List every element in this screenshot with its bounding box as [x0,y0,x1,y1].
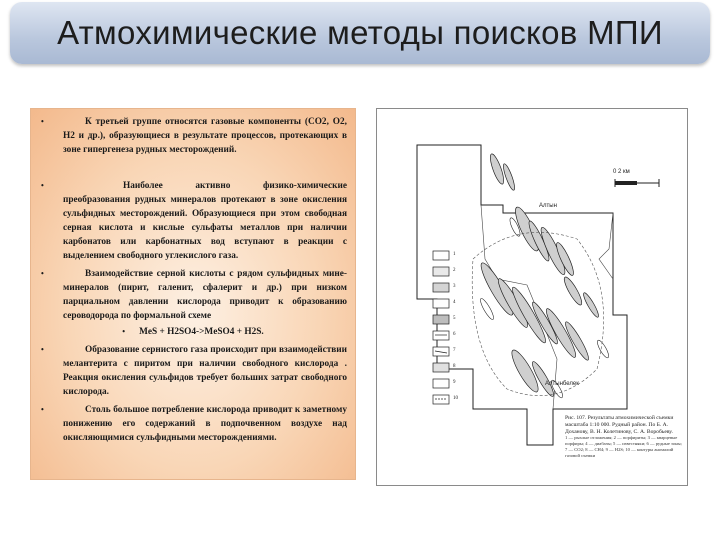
figure-caption-description: 1 — рыхлые отложения; 2 — порфириты; 3 — кварцевые порфиры; 4 — диабазы; 5 — известняки; 6 — рудные зоны; 7 — СО2; 8 — СН4; 9 — Н2S; 10 — контуры аномалий газовой съемки [565,435,682,458]
legend-number: 6 [453,332,456,337]
title-bar [10,2,710,64]
map-legend [433,251,449,404]
bullet-icon: • [41,405,44,414]
bullet-item-1 [39,115,347,157]
bullet-text-1: К третьей группе относятся газовые компоненты (СО2, О2, Н2 и др.), образующиеся в результате процессов, протекающих в зоне гипергенеза рудных месторождений. [63,117,347,155]
bullet-icon: • [41,181,44,190]
text-panel [30,108,356,480]
legend-number: 5 [453,316,456,321]
bullet-text-5: Образование сернистого газа происходит при взаимодействии мелантерита с пиритом при наличии свободного кислорода . Реакция окисления сульфидов требует больших затрат свободного кислорода. [63,345,347,397]
legend-number: 3 [453,284,456,289]
legend-number: 1 [453,252,456,257]
legend-number: 9 [453,380,456,385]
bullet-item-2 [39,179,347,263]
bullet-item-3 [39,267,347,323]
bullet-icon: • [41,117,44,126]
scale-bar [615,179,659,187]
bullet-icon: • [122,327,126,336]
bullet-icon: • [41,345,44,354]
formula-line [39,325,347,339]
legend-number: 8 [453,364,456,369]
legend-number: 10 [453,396,458,401]
bullet-item-5 [39,343,347,399]
legend-number: 7 [453,348,456,353]
geochemical-map-figure [376,108,688,486]
figure-caption: Рис. 107. Результаты атмохимической съемки масштаба 1:10 000. Рудный район. По Б. А. Доханову, В. Н. Колетинову, С. А. Воробьеву. [565,415,674,436]
place-label-1: Алтын [539,203,557,209]
bullet-item-6 [39,403,347,445]
scale-label: 0 2 км [613,169,630,175]
bullet-text-6: Столь большое потребление кислорода приводит к заметному понижению его содержаний в подпочвенном воздухе над окисляющимися сульфидными месторождениями. [63,405,347,443]
place-label-2: Алтынбелек [545,381,579,387]
formula-text: MeS + H2SO4->MeSO4 + H2S. [139,327,264,337]
bullet-text-3: Взаимодействие серной кислоты с рядом сульфидных мине- минералов (пирит, галенит, сфалерит и др.) при низком парциальном давлении кислорода приводит к образованию сероводорода по формальной схеме [63,269,347,321]
slide-title: Атмохимические методы поисков МПИ [57,14,663,51]
legend-number: 4 [453,300,456,305]
bullet-text-2: Наиболее активно физико-химические преобразования рудных минералов протекают в зоне окисления сульфидных месторождений. Образующиеся при этом свободная серная кислота и кислые сульфаты металлов при наличии карбонатов или карбонатных вод вступают в реакции с выделением свободного углекислого газа. [63,181,347,261]
legend-number: 2 [453,268,456,273]
bullet-icon: • [41,269,44,278]
